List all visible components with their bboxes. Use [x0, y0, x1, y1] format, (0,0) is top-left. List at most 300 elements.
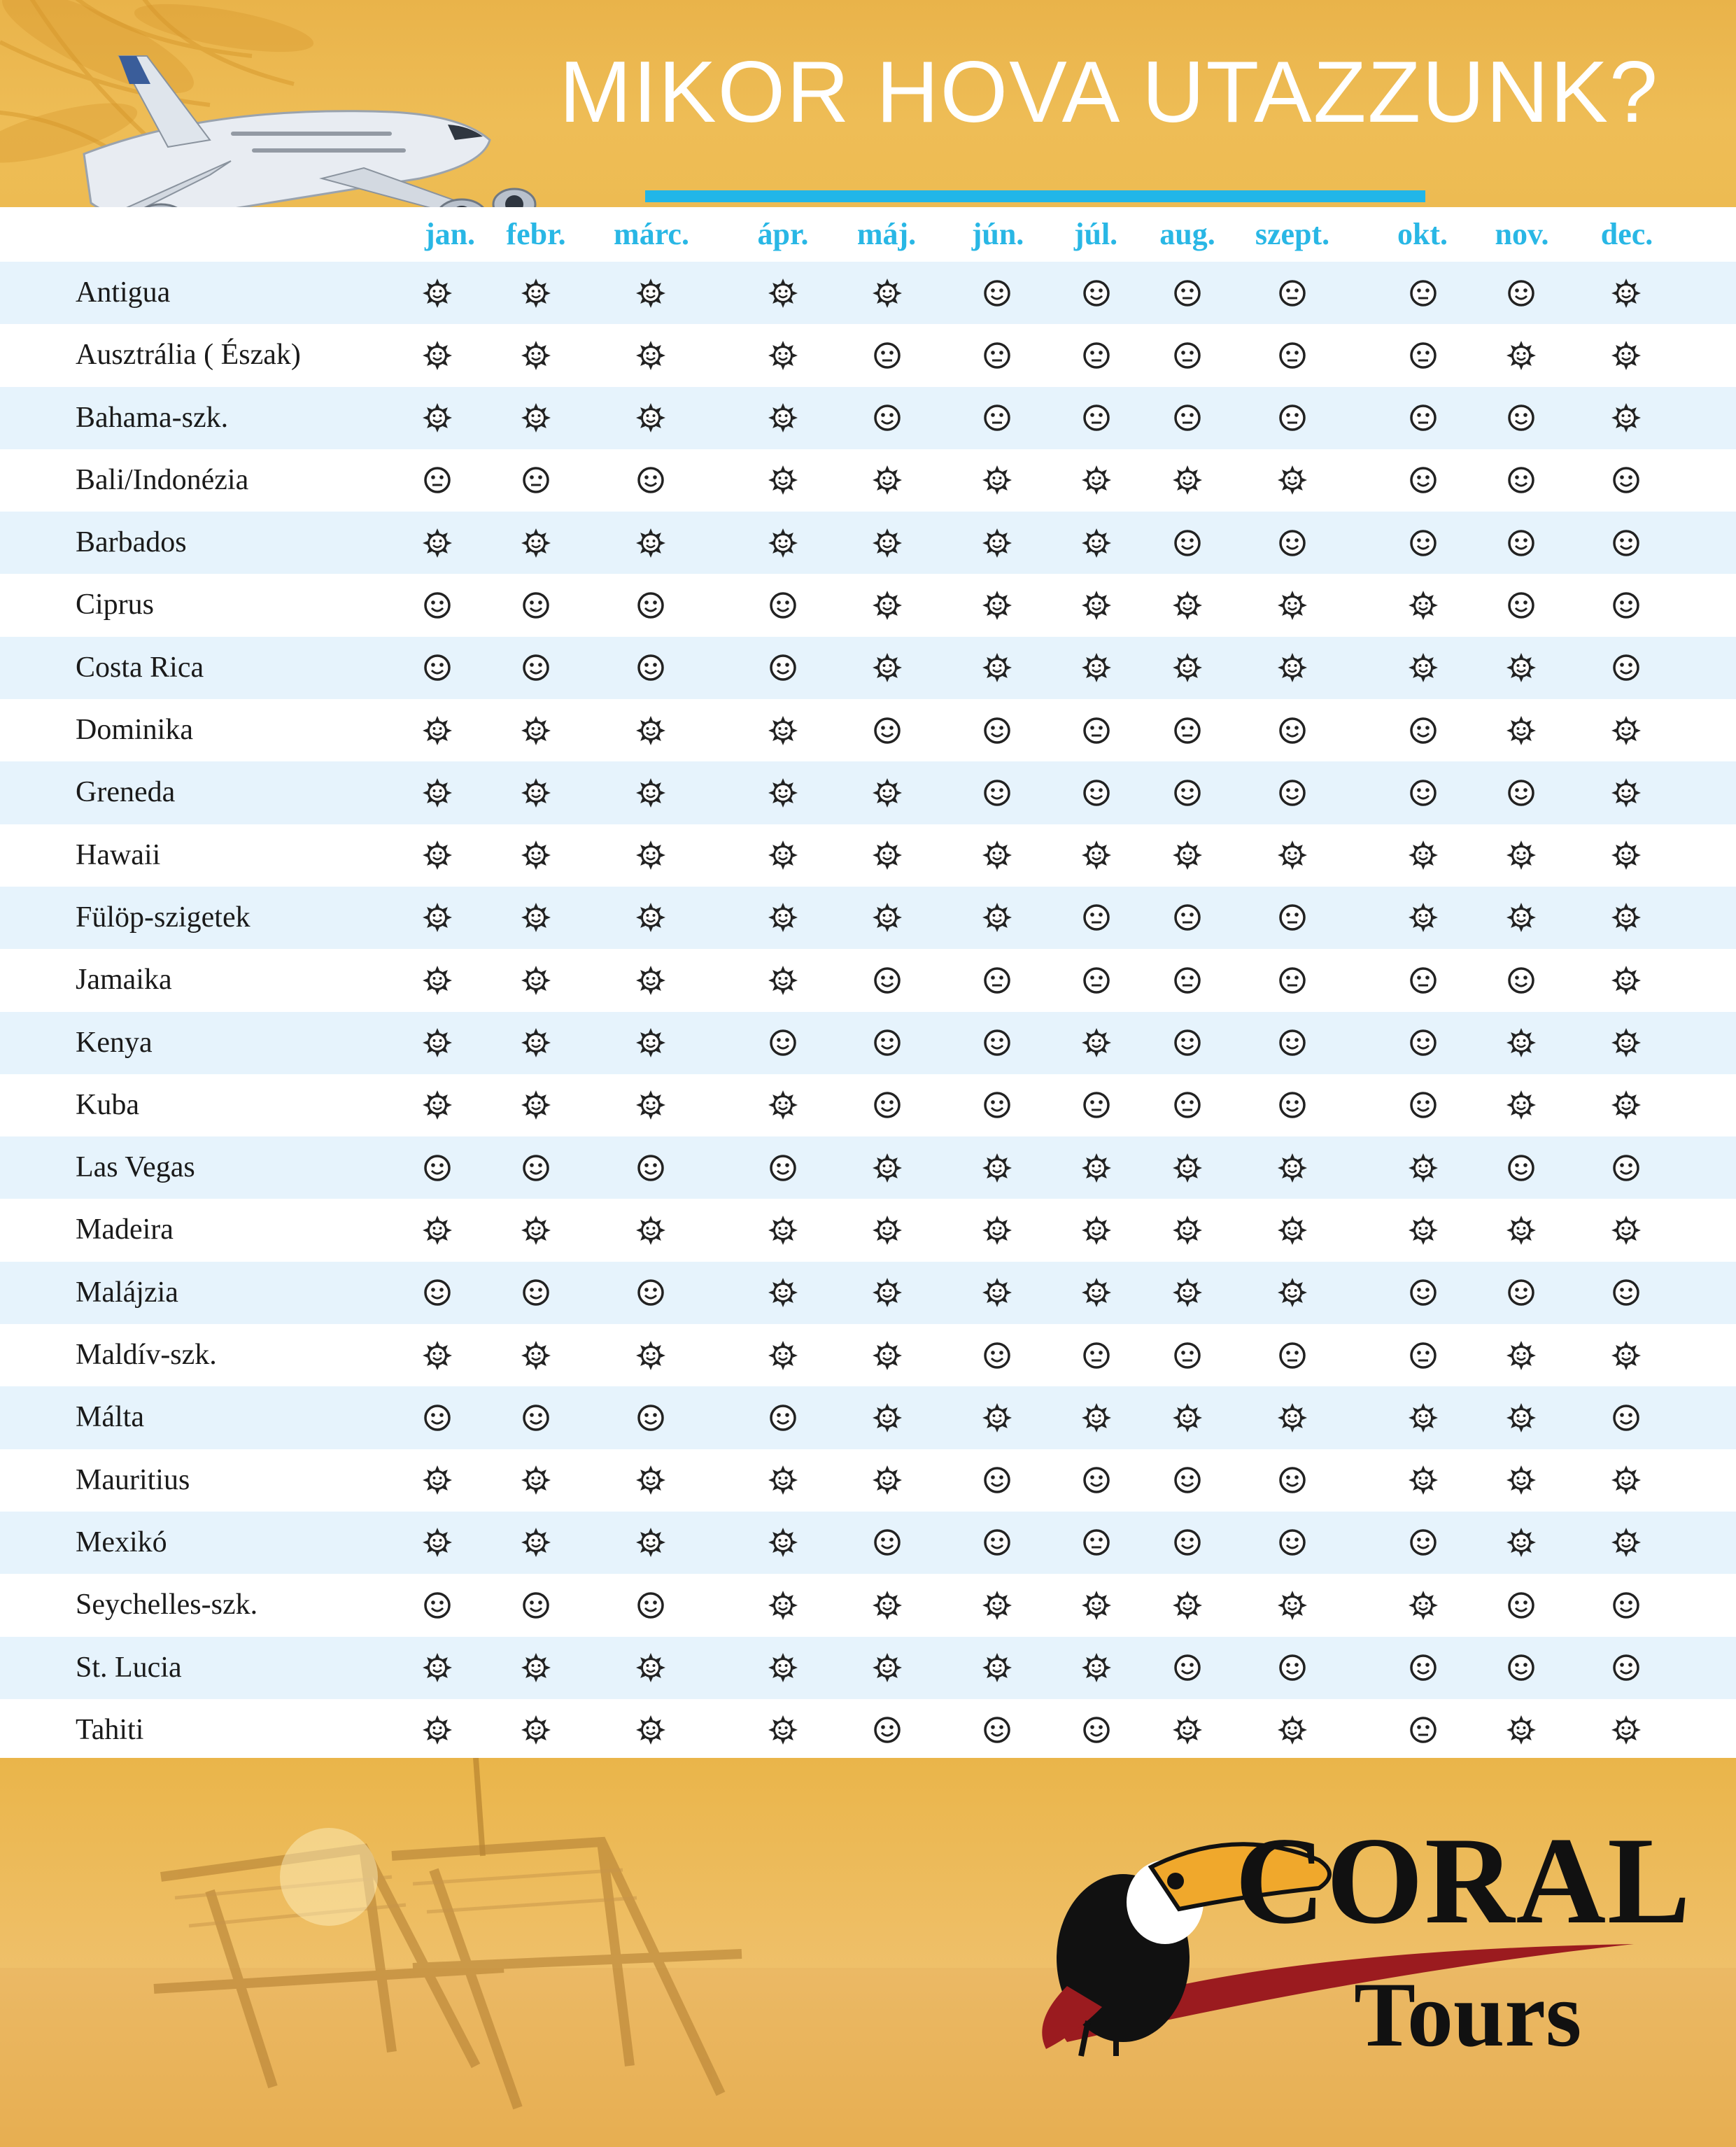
- sun-icon: [1166, 449, 1208, 512]
- happy-face-icon: [1402, 1262, 1444, 1324]
- happy-face-icon: [1605, 449, 1647, 512]
- table-row: [0, 1699, 1736, 1761]
- sun-icon: [630, 387, 672, 449]
- sun-icon: [762, 949, 804, 1011]
- sun-icon: [630, 1699, 672, 1761]
- neutral-face-icon: [976, 387, 1018, 449]
- sun-icon: [866, 1136, 908, 1199]
- neutral-face-icon: [1075, 1324, 1117, 1386]
- sun-icon: [630, 699, 672, 761]
- neutral-face-icon: [1271, 324, 1313, 386]
- happy-face-icon: [762, 1012, 804, 1074]
- sun-icon: [1402, 824, 1444, 887]
- sun-icon: [1166, 1699, 1208, 1761]
- happy-face-icon: [630, 637, 672, 699]
- neutral-face-icon: [1166, 324, 1208, 386]
- happy-face-icon: [762, 1136, 804, 1199]
- happy-face-icon: [416, 637, 458, 699]
- happy-face-icon: [1271, 1637, 1313, 1699]
- sun-icon: [630, 1637, 672, 1699]
- happy-face-icon: [1605, 1637, 1647, 1699]
- neutral-face-icon: [1166, 1324, 1208, 1386]
- country-name: Greneda: [76, 776, 176, 809]
- happy-face-icon: [762, 574, 804, 636]
- sun-icon: [515, 824, 557, 887]
- sun-icon: [976, 1136, 1018, 1199]
- country-name: Bahama-szk.: [76, 401, 229, 434]
- happy-face-icon: [762, 637, 804, 699]
- sun-icon: [1402, 637, 1444, 699]
- sun-icon: [762, 761, 804, 824]
- sun-icon: [1075, 637, 1117, 699]
- table-row: [0, 1074, 1736, 1136]
- country-name: Hawaii: [76, 838, 161, 871]
- happy-face-icon: [630, 1262, 672, 1324]
- happy-face-icon: [1402, 1074, 1444, 1136]
- country-name: Madeira: [76, 1213, 174, 1246]
- month-header-row: [0, 207, 1736, 262]
- happy-face-icon: [1500, 262, 1542, 324]
- table-row: [0, 1386, 1736, 1449]
- sun-icon: [1271, 1699, 1313, 1761]
- happy-face-icon: [515, 1262, 557, 1324]
- happy-face-icon: [1271, 1449, 1313, 1512]
- sun-icon: [762, 699, 804, 761]
- sun-icon: [866, 1199, 908, 1261]
- sun-icon: [976, 887, 1018, 949]
- month-header: nov.: [1495, 217, 1549, 251]
- country-name: Costa Rica: [76, 651, 204, 684]
- sun-icon: [1075, 449, 1117, 512]
- neutral-face-icon: [1075, 387, 1117, 449]
- happy-face-icon: [1402, 699, 1444, 761]
- happy-face-icon: [1402, 761, 1444, 824]
- happy-face-icon: [866, 387, 908, 449]
- neutral-face-icon: [1166, 887, 1208, 949]
- table-row: [0, 449, 1736, 512]
- sun-icon: [1500, 1199, 1542, 1261]
- happy-face-icon: [976, 262, 1018, 324]
- happy-face-icon: [630, 1136, 672, 1199]
- happy-face-icon: [976, 761, 1018, 824]
- happy-face-icon: [976, 1449, 1018, 1512]
- happy-face-icon: [1605, 1262, 1647, 1324]
- sun-icon: [1605, 1324, 1647, 1386]
- sun-icon: [1402, 1574, 1444, 1636]
- sun-icon: [515, 1699, 557, 1761]
- sun-icon: [1402, 1136, 1444, 1199]
- sun-icon: [762, 1324, 804, 1386]
- country-name: Bali/Indonézia: [76, 463, 249, 496]
- country-name: Barbados: [76, 526, 187, 559]
- happy-face-icon: [976, 1699, 1018, 1761]
- sun-icon: [1075, 1262, 1117, 1324]
- sun-icon: [762, 387, 804, 449]
- neutral-face-icon: [1271, 887, 1313, 949]
- happy-face-icon: [416, 1574, 458, 1636]
- sun-icon: [866, 512, 908, 574]
- happy-face-icon: [866, 1512, 908, 1574]
- sun-icon: [630, 324, 672, 386]
- table-row: [0, 1262, 1736, 1324]
- neutral-face-icon: [515, 449, 557, 512]
- happy-face-icon: [1500, 449, 1542, 512]
- neutral-face-icon: [1075, 887, 1117, 949]
- sun-icon: [976, 1199, 1018, 1261]
- happy-face-icon: [630, 449, 672, 512]
- neutral-face-icon: [1402, 1699, 1444, 1761]
- sun-icon: [515, 1512, 557, 1574]
- sun-icon: [416, 512, 458, 574]
- sun-icon: [1166, 824, 1208, 887]
- sun-icon: [416, 887, 458, 949]
- sun-icon: [976, 449, 1018, 512]
- sun-icon: [762, 824, 804, 887]
- neutral-face-icon: [866, 324, 908, 386]
- sun-icon: [1402, 1199, 1444, 1261]
- happy-face-icon: [515, 1386, 557, 1449]
- table-row: [0, 1012, 1736, 1074]
- country-name: Ausztrália ( Észak): [76, 339, 301, 372]
- happy-face-icon: [1500, 1574, 1542, 1636]
- sun-icon: [416, 1324, 458, 1386]
- sun-icon: [976, 1262, 1018, 1324]
- happy-face-icon: [762, 1386, 804, 1449]
- sun-icon: [1166, 1199, 1208, 1261]
- happy-face-icon: [1075, 1449, 1117, 1512]
- neutral-face-icon: [976, 324, 1018, 386]
- sun-icon: [630, 512, 672, 574]
- sun-icon: [630, 949, 672, 1011]
- table-row: [0, 637, 1736, 699]
- sun-icon: [866, 1262, 908, 1324]
- sun-icon: [762, 1512, 804, 1574]
- sun-icon: [762, 1574, 804, 1636]
- happy-face-icon: [1166, 1512, 1208, 1574]
- sun-icon: [1075, 1136, 1117, 1199]
- happy-face-icon: [1500, 574, 1542, 636]
- sun-icon: [1500, 1012, 1542, 1074]
- neutral-face-icon: [1166, 262, 1208, 324]
- happy-face-icon: [1605, 1574, 1647, 1636]
- table-row: [0, 512, 1736, 574]
- sun-icon: [630, 1512, 672, 1574]
- happy-face-icon: [630, 1386, 672, 1449]
- sun-icon: [762, 887, 804, 949]
- sun-icon: [866, 574, 908, 636]
- neutral-face-icon: [416, 449, 458, 512]
- happy-face-icon: [1075, 262, 1117, 324]
- brand-sub: Tours: [1354, 1963, 1582, 2066]
- sun-icon: [1075, 1386, 1117, 1449]
- sun-icon: [1605, 761, 1647, 824]
- sun-icon: [1605, 949, 1647, 1011]
- neutral-face-icon: [1075, 699, 1117, 761]
- sun-icon: [515, 1012, 557, 1074]
- happy-face-icon: [1500, 1136, 1542, 1199]
- neutral-face-icon: [1402, 324, 1444, 386]
- neutral-face-icon: [976, 949, 1018, 1011]
- sun-icon: [630, 1324, 672, 1386]
- neutral-face-icon: [1075, 324, 1117, 386]
- travel-table: [0, 207, 1736, 1761]
- sun-icon: [416, 761, 458, 824]
- sun-icon: [1271, 449, 1313, 512]
- sun-icon: [630, 262, 672, 324]
- sun-icon: [1075, 1012, 1117, 1074]
- title-underline: [645, 190, 1425, 202]
- sun-icon: [1075, 1574, 1117, 1636]
- sun-icon: [866, 1574, 908, 1636]
- sun-icon: [515, 512, 557, 574]
- country-name: Jamaika: [76, 964, 172, 997]
- sun-icon: [515, 1449, 557, 1512]
- sun-icon: [1605, 1199, 1647, 1261]
- neutral-face-icon: [1166, 1074, 1208, 1136]
- country-name: Kuba: [76, 1088, 139, 1121]
- happy-face-icon: [1605, 1386, 1647, 1449]
- country-name: Fülöp-szigetek: [76, 901, 250, 934]
- brand-name: CORAL: [1235, 1811, 1692, 1950]
- neutral-face-icon: [1402, 949, 1444, 1011]
- table-row: [0, 824, 1736, 887]
- happy-face-icon: [976, 699, 1018, 761]
- sun-icon: [515, 949, 557, 1011]
- happy-face-icon: [976, 1012, 1018, 1074]
- table-row: [0, 949, 1736, 1011]
- country-name: Antigua: [76, 276, 171, 309]
- sun-icon: [1166, 637, 1208, 699]
- country-name: Seychelles-szk.: [76, 1589, 258, 1621]
- sun-icon: [1500, 1512, 1542, 1574]
- sun-icon: [976, 1574, 1018, 1636]
- happy-face-icon: [1500, 512, 1542, 574]
- sun-icon: [762, 262, 804, 324]
- neutral-face-icon: [1166, 699, 1208, 761]
- month-header: febr.: [506, 217, 566, 251]
- sun-icon: [762, 324, 804, 386]
- happy-face-icon: [1500, 1637, 1542, 1699]
- sun-icon: [1500, 637, 1542, 699]
- sun-icon: [762, 1262, 804, 1324]
- sun-icon: [866, 887, 908, 949]
- sun-icon: [416, 949, 458, 1011]
- sun-icon: [1605, 387, 1647, 449]
- neutral-face-icon: [1271, 1324, 1313, 1386]
- country-name: Tahiti: [76, 1713, 144, 1746]
- sun-icon: [416, 1012, 458, 1074]
- month-header: ápr.: [757, 217, 809, 251]
- happy-face-icon: [630, 574, 672, 636]
- sun-icon: [762, 1074, 804, 1136]
- table-row: [0, 887, 1736, 949]
- sun-icon: [1605, 1012, 1647, 1074]
- sun-icon: [515, 387, 557, 449]
- sun-icon: [1500, 824, 1542, 887]
- sun-icon: [515, 1199, 557, 1261]
- month-header: okt.: [1397, 217, 1448, 251]
- month-header: jan.: [424, 217, 476, 251]
- sun-icon: [866, 761, 908, 824]
- sun-icon: [1500, 1324, 1542, 1386]
- sun-icon: [1166, 1574, 1208, 1636]
- neutral-face-icon: [1271, 262, 1313, 324]
- happy-face-icon: [1500, 949, 1542, 1011]
- happy-face-icon: [1500, 761, 1542, 824]
- sun-icon: [1605, 699, 1647, 761]
- happy-face-icon: [1166, 761, 1208, 824]
- happy-face-icon: [416, 1386, 458, 1449]
- sun-icon: [1166, 1262, 1208, 1324]
- sun-icon: [762, 449, 804, 512]
- happy-face-icon: [1402, 1512, 1444, 1574]
- country-name: Ciprus: [76, 589, 155, 621]
- happy-face-icon: [1166, 1012, 1208, 1074]
- sun-icon: [1605, 1449, 1647, 1512]
- sun-icon: [1402, 1386, 1444, 1449]
- sun-icon: [1271, 574, 1313, 636]
- sun-icon: [976, 637, 1018, 699]
- sun-icon: [866, 1386, 908, 1449]
- sun-icon: [416, 324, 458, 386]
- sun-icon: [1605, 1074, 1647, 1136]
- happy-face-icon: [1075, 761, 1117, 824]
- happy-face-icon: [515, 574, 557, 636]
- sun-icon: [866, 1449, 908, 1512]
- happy-face-icon: [1166, 1637, 1208, 1699]
- sun-icon: [1166, 1386, 1208, 1449]
- month-header: márc.: [614, 217, 689, 251]
- sun-icon: [515, 1074, 557, 1136]
- happy-face-icon: [1605, 1136, 1647, 1199]
- country-name: Kenya: [76, 1026, 153, 1059]
- neutral-face-icon: [1075, 1512, 1117, 1574]
- happy-face-icon: [866, 1074, 908, 1136]
- happy-face-icon: [1402, 1637, 1444, 1699]
- month-header: aug.: [1159, 217, 1215, 251]
- happy-face-icon: [1271, 699, 1313, 761]
- sun-icon: [1075, 824, 1117, 887]
- neutral-face-icon: [1402, 1324, 1444, 1386]
- happy-face-icon: [416, 574, 458, 636]
- sun-icon: [1075, 1199, 1117, 1261]
- sun-icon: [976, 512, 1018, 574]
- sun-icon: [762, 1199, 804, 1261]
- sun-icon: [1271, 824, 1313, 887]
- sun-icon: [1500, 324, 1542, 386]
- sun-icon: [416, 1699, 458, 1761]
- happy-face-icon: [866, 1012, 908, 1074]
- happy-face-icon: [515, 1574, 557, 1636]
- sun-icon: [1271, 1199, 1313, 1261]
- table-row: [0, 387, 1736, 449]
- sun-icon: [1166, 1136, 1208, 1199]
- sun-icon: [866, 824, 908, 887]
- sun-icon: [416, 1512, 458, 1574]
- sun-icon: [1605, 1699, 1647, 1761]
- airplane-image: [0, 42, 560, 207]
- table-row: [0, 1199, 1736, 1261]
- sun-icon: [416, 699, 458, 761]
- sun-icon: [1500, 1074, 1542, 1136]
- sun-icon: [515, 324, 557, 386]
- happy-face-icon: [1075, 1699, 1117, 1761]
- sun-icon: [1500, 1699, 1542, 1761]
- sun-icon: [416, 824, 458, 887]
- sun-icon: [1605, 824, 1647, 887]
- sun-icon: [1271, 1574, 1313, 1636]
- happy-face-icon: [1271, 1012, 1313, 1074]
- neutral-face-icon: [1271, 387, 1313, 449]
- sun-icon: [976, 1386, 1018, 1449]
- sun-icon: [1166, 574, 1208, 636]
- sun-icon: [515, 761, 557, 824]
- happy-face-icon: [630, 1574, 672, 1636]
- happy-face-icon: [1402, 512, 1444, 574]
- country-name: Dominika: [76, 714, 193, 747]
- sun-icon: [630, 761, 672, 824]
- month-header: szept.: [1255, 217, 1330, 251]
- sun-icon: [416, 1449, 458, 1512]
- page-title: MIKOR HOVA UTAZZUNK?: [559, 44, 1659, 141]
- happy-face-icon: [866, 1699, 908, 1761]
- happy-face-icon: [1605, 574, 1647, 636]
- happy-face-icon: [1271, 1512, 1313, 1574]
- sun-icon: [416, 1637, 458, 1699]
- neutral-face-icon: [1166, 949, 1208, 1011]
- sun-icon: [1271, 1136, 1313, 1199]
- sun-icon: [762, 1637, 804, 1699]
- sun-icon: [866, 1324, 908, 1386]
- happy-face-icon: [1271, 512, 1313, 574]
- header-banner: [0, 0, 1736, 207]
- sun-icon: [515, 699, 557, 761]
- sun-icon: [515, 1637, 557, 1699]
- sun-icon: [1402, 887, 1444, 949]
- table-row: [0, 324, 1736, 386]
- happy-face-icon: [1271, 1074, 1313, 1136]
- sun-icon: [866, 262, 908, 324]
- happy-face-icon: [515, 1136, 557, 1199]
- sun-icon: [866, 637, 908, 699]
- month-header: dec.: [1600, 217, 1653, 251]
- happy-face-icon: [1402, 449, 1444, 512]
- sun-icon: [1605, 262, 1647, 324]
- sun-icon: [1500, 1386, 1542, 1449]
- happy-face-icon: [976, 1074, 1018, 1136]
- sun-icon: [1075, 512, 1117, 574]
- table-row: [0, 1512, 1736, 1574]
- country-name: Málta: [76, 1401, 144, 1434]
- sun-icon: [515, 1324, 557, 1386]
- sun-icon: [630, 887, 672, 949]
- neutral-face-icon: [1166, 387, 1208, 449]
- table-row: [0, 1324, 1736, 1386]
- month-header: jún.: [971, 217, 1024, 251]
- country-name: Las Vegas: [76, 1151, 195, 1184]
- neutral-face-icon: [1075, 949, 1117, 1011]
- month-header: máj.: [856, 217, 917, 251]
- table-row: [0, 262, 1736, 324]
- country-name: Maldív-szk.: [76, 1339, 217, 1372]
- sun-icon: [416, 1199, 458, 1261]
- neutral-face-icon: [1402, 387, 1444, 449]
- happy-face-icon: [1166, 512, 1208, 574]
- neutral-face-icon: [1402, 262, 1444, 324]
- country-name: Malájzia: [76, 1276, 178, 1309]
- sun-icon: [1402, 1449, 1444, 1512]
- neutral-face-icon: [1075, 1074, 1117, 1136]
